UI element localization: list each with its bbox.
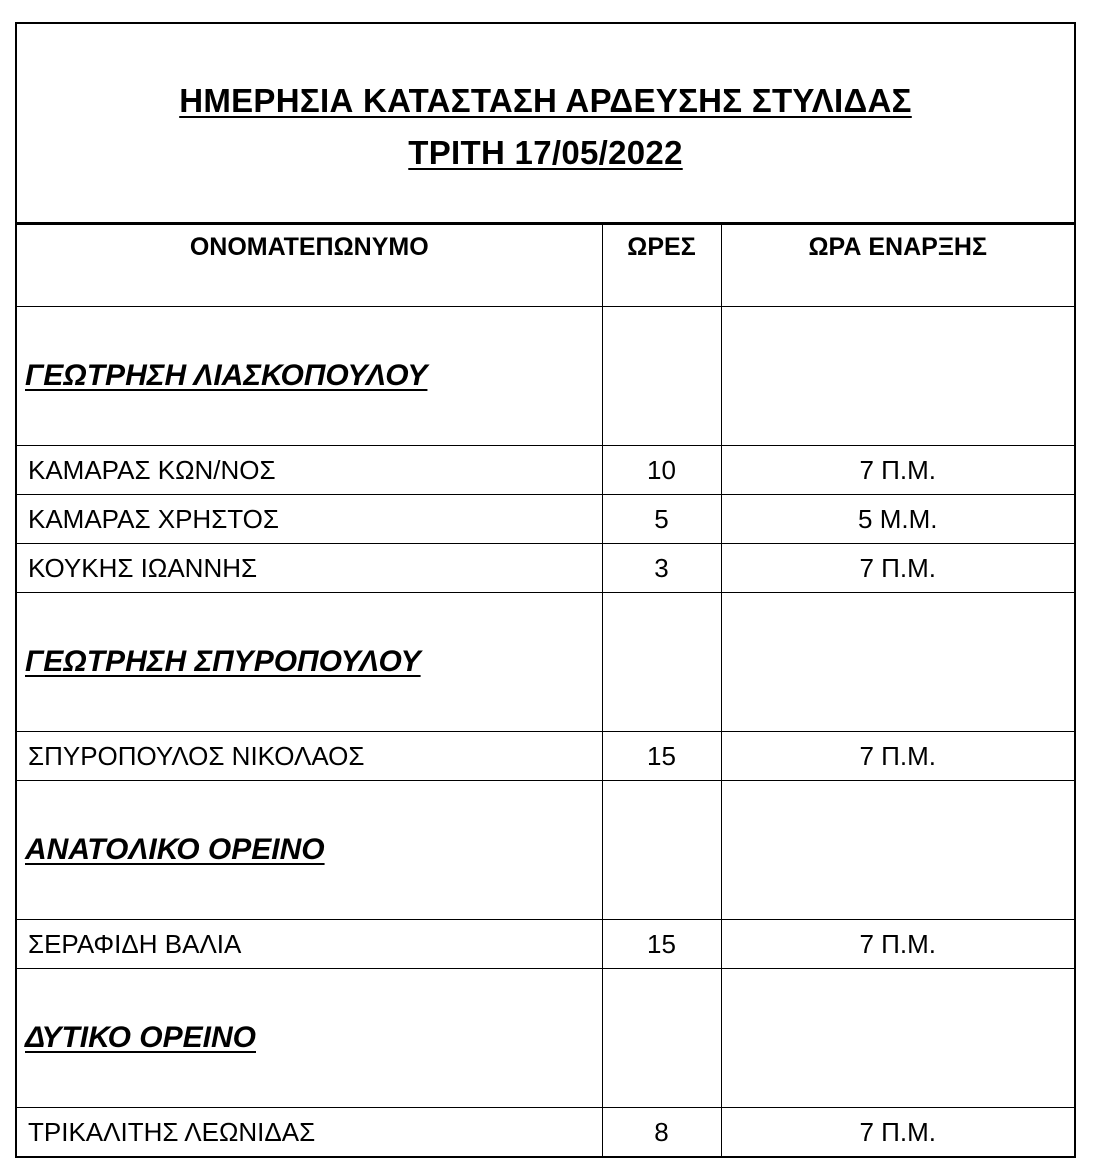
group-row <box>17 969 1074 1108</box>
table-row <box>17 446 1074 495</box>
header-start-time: ΩΡΑ ΕΝΑΡΞΗΣ <box>721 225 1074 307</box>
table-row <box>17 920 1074 969</box>
group-name: ΓΕΩΤΡΗΣΗ ΛΙΑΣΚΟΠΟΥΛΟΥ <box>17 307 602 446</box>
group-name: ΑΝΑΤΟΛΙΚΟ ΟΡΕΙΝΟ <box>17 781 602 920</box>
title-block <box>17 24 1074 224</box>
table-row <box>17 544 1074 593</box>
start-time-value: 7 Π.Μ. <box>721 446 1074 495</box>
hours-value: 8 <box>602 1108 721 1157</box>
person-name: ΣΕΡΑΦΙΔΗ ΒΑΛΙΑ <box>17 920 602 969</box>
group-name: ΓΕΩΤΡΗΣΗ ΣΠΥΡΟΠΟΥΛΟΥ <box>17 593 602 732</box>
header-name: ΟΝΟΜΑΤΕΠΩΝΥΜΟ <box>17 225 602 307</box>
hours-value: 3 <box>602 544 721 593</box>
group-row <box>17 781 1074 920</box>
group-name: ΔΥΤΙΚΟ ΟΡΕΙΝΟ <box>17 969 602 1108</box>
document-title: ΗΜΕΡΗΣΙΑ ΚΑΤΑΣΤΑΣΗ ΑΡΔΕΥΣΗΣ ΣΤΥΛΙΔΑΣ <box>179 82 912 119</box>
header-hours: ΩΡΕΣ <box>602 225 721 307</box>
irrigation-schedule-sheet <box>15 22 1076 1158</box>
person-name: ΣΠΥΡΟΠΟΥΛΟΣ ΝΙΚΟΛΑΟΣ <box>17 732 602 781</box>
group-row <box>17 593 1074 732</box>
person-name: ΚΟΥΚΗΣ ΙΩΑΝΝΗΣ <box>17 544 602 593</box>
group-row <box>17 307 1074 446</box>
table-row <box>17 732 1074 781</box>
table-header-row <box>17 225 1074 307</box>
schedule-table <box>17 224 1074 1156</box>
person-name: ΤΡΙΚΑΛΙΤΗΣ ΛΕΩΝΙΔΑΣ <box>17 1108 602 1157</box>
hours-value: 15 <box>602 920 721 969</box>
start-time-value: 7 Π.Μ. <box>721 1108 1074 1157</box>
table-row <box>17 495 1074 544</box>
person-name: ΚΑΜΑΡΑΣ ΚΩΝ/ΝΟΣ <box>17 446 602 495</box>
start-time-value: 7 Π.Μ. <box>721 732 1074 781</box>
hours-value: 10 <box>602 446 721 495</box>
start-time-value: 7 Π.Μ. <box>721 544 1074 593</box>
document-date: ΤΡΙΤΗ 17/05/2022 <box>408 134 683 171</box>
start-time-value: 7 Π.Μ. <box>721 920 1074 969</box>
table-row <box>17 1108 1074 1157</box>
person-name: ΚΑΜΑΡΑΣ ΧΡΗΣΤΟΣ <box>17 495 602 544</box>
hours-value: 15 <box>602 732 721 781</box>
hours-value: 5 <box>602 495 721 544</box>
start-time-value: 5 Μ.Μ. <box>721 495 1074 544</box>
